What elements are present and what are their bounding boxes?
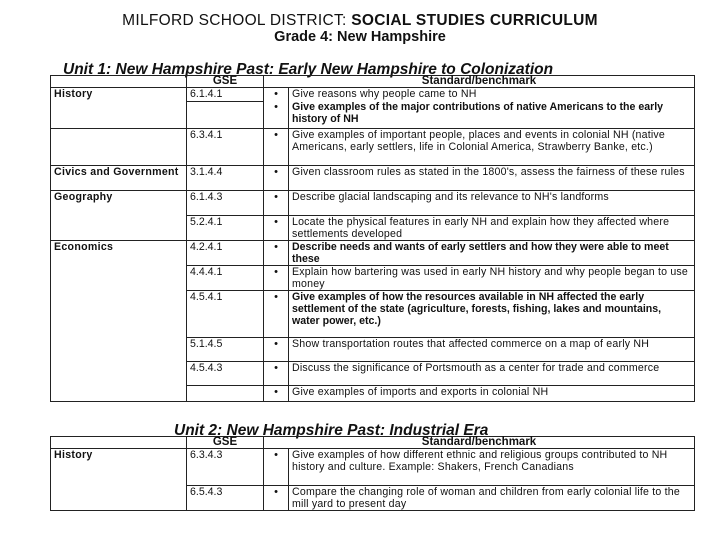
area-label: Geography [54,191,113,203]
standard-text: Describe needs and wants of early settlers and how they were able to meet these [292,240,669,265]
gse-code: 6.3.4.3 [187,449,264,486]
standard-header: Standard/benchmark [264,76,695,88]
table-row [51,265,695,290]
standard-text: Give examples of how different ethnic and religious groups contributed to NH history and culture. Example: Shakers, French Canadians [292,449,668,473]
table-row [51,191,695,216]
standard-text: Describe glacial landscaping and its relevance to NH's landforms [292,191,609,203]
gse-code: 4.5.4.3 [187,361,264,385]
area-label: History [54,88,93,100]
bullet-icon: • [274,240,278,253]
bullet-icon: • [274,361,278,374]
bullet-icon: • [274,265,278,278]
bullet-icon: • [274,449,278,461]
table-row [51,166,695,191]
bullet-icon: • [274,337,278,350]
standard-text: Discuss the significance of Portsmouth as a center for trade and commerce [292,361,660,374]
unit2-table [50,436,695,511]
standard-text: Given classroom rules as stated in the 1800's, assess the fairness of these rules [292,166,685,178]
table-row [51,449,695,486]
gse-code: 4.4.4.1 [187,265,264,290]
table-row [51,129,695,166]
bullet-icon: • [274,385,278,398]
table-row [51,337,695,361]
table-row [51,290,695,337]
bullet-icon: • [274,101,278,113]
standard-text: Give examples of imports and exports in colonial NH [292,385,549,398]
gse-code: 4.5.4.1 [187,290,264,337]
table-row [51,215,695,240]
gse-code: 3.1.4.4 [187,166,264,191]
standard-text: Show transportation routes that affected commerce on a map of early NH [292,337,650,350]
unit2-title: Unit 2: New Hampshire Past: Industrial Era [174,422,489,439]
table-row [51,101,695,129]
standard-header: Standard/benchmark [264,437,695,449]
gse-code: 6.1.4.1 [187,88,264,102]
area-label: History [54,449,93,461]
standard-text: Give examples of important people, places and events in colonial NH (native Americans, early settlers, life in Colonial America, Strawberry Banke, etc.) [292,129,666,153]
area-label: Economics [54,240,114,253]
table-row [51,361,695,385]
standard-text: Explain how bartering was used in early NH history and why people began to use money [292,265,689,290]
bullet-icon: • [274,191,278,203]
bullet-icon: • [274,485,278,498]
area-header [51,437,187,449]
gse-code: 6.3.4.1 [187,129,264,166]
unit1-title: Unit 1: New Hampshire Past: Early New Hampshire to Colonization [63,61,554,78]
standard-text: Compare the changing role of woman and children from early colonial life to the mill yard to present day [292,485,680,510]
bullet-icon: • [274,88,278,100]
subject-name: SOCIAL STUDIES CURRICULUM [351,12,598,29]
table-row [51,88,695,102]
gse-code: 4.2.4.1 [187,240,264,265]
gse-header: GSE [187,76,264,88]
bullet-icon: • [274,215,278,228]
bullet-icon: • [274,290,278,303]
bullet-icon: • [274,129,278,141]
grade-title: Grade 4: New Hampshire [274,29,446,45]
standard-text: Locate the physical features in early NH and explain how they affected where settlements developed [292,215,670,240]
area-header [51,76,187,88]
gse-code: 6.1.4.3 [187,191,264,216]
table-row [51,485,695,510]
bullet-icon: • [274,166,278,178]
gse-code: 6.5.4.3 [187,485,264,510]
gse-code: 5.1.4.5 [187,337,264,361]
standard-text: Give examples of the major contributions of native Americans to the early history of NH [292,101,664,125]
area-label: Civics and Government [54,166,179,178]
standard-text: Give reasons why people came to NH [292,88,477,100]
table-row [51,240,695,265]
unit1-table [50,75,695,402]
district-name: MILFORD SCHOOL DISTRICT: [122,12,347,29]
unit1-header-row [51,76,695,88]
unit2-header-row [51,437,695,449]
gse-header: GSE [187,437,264,449]
table-row [51,385,695,402]
gse-code: 5.2.4.1 [187,215,264,240]
document-title [0,12,720,30]
standard-text: Give examples of how the resources available in NH affected the early settlement of the state (agriculture, forests, fishing, lakes and mountains, water power, etc.) [292,290,662,327]
